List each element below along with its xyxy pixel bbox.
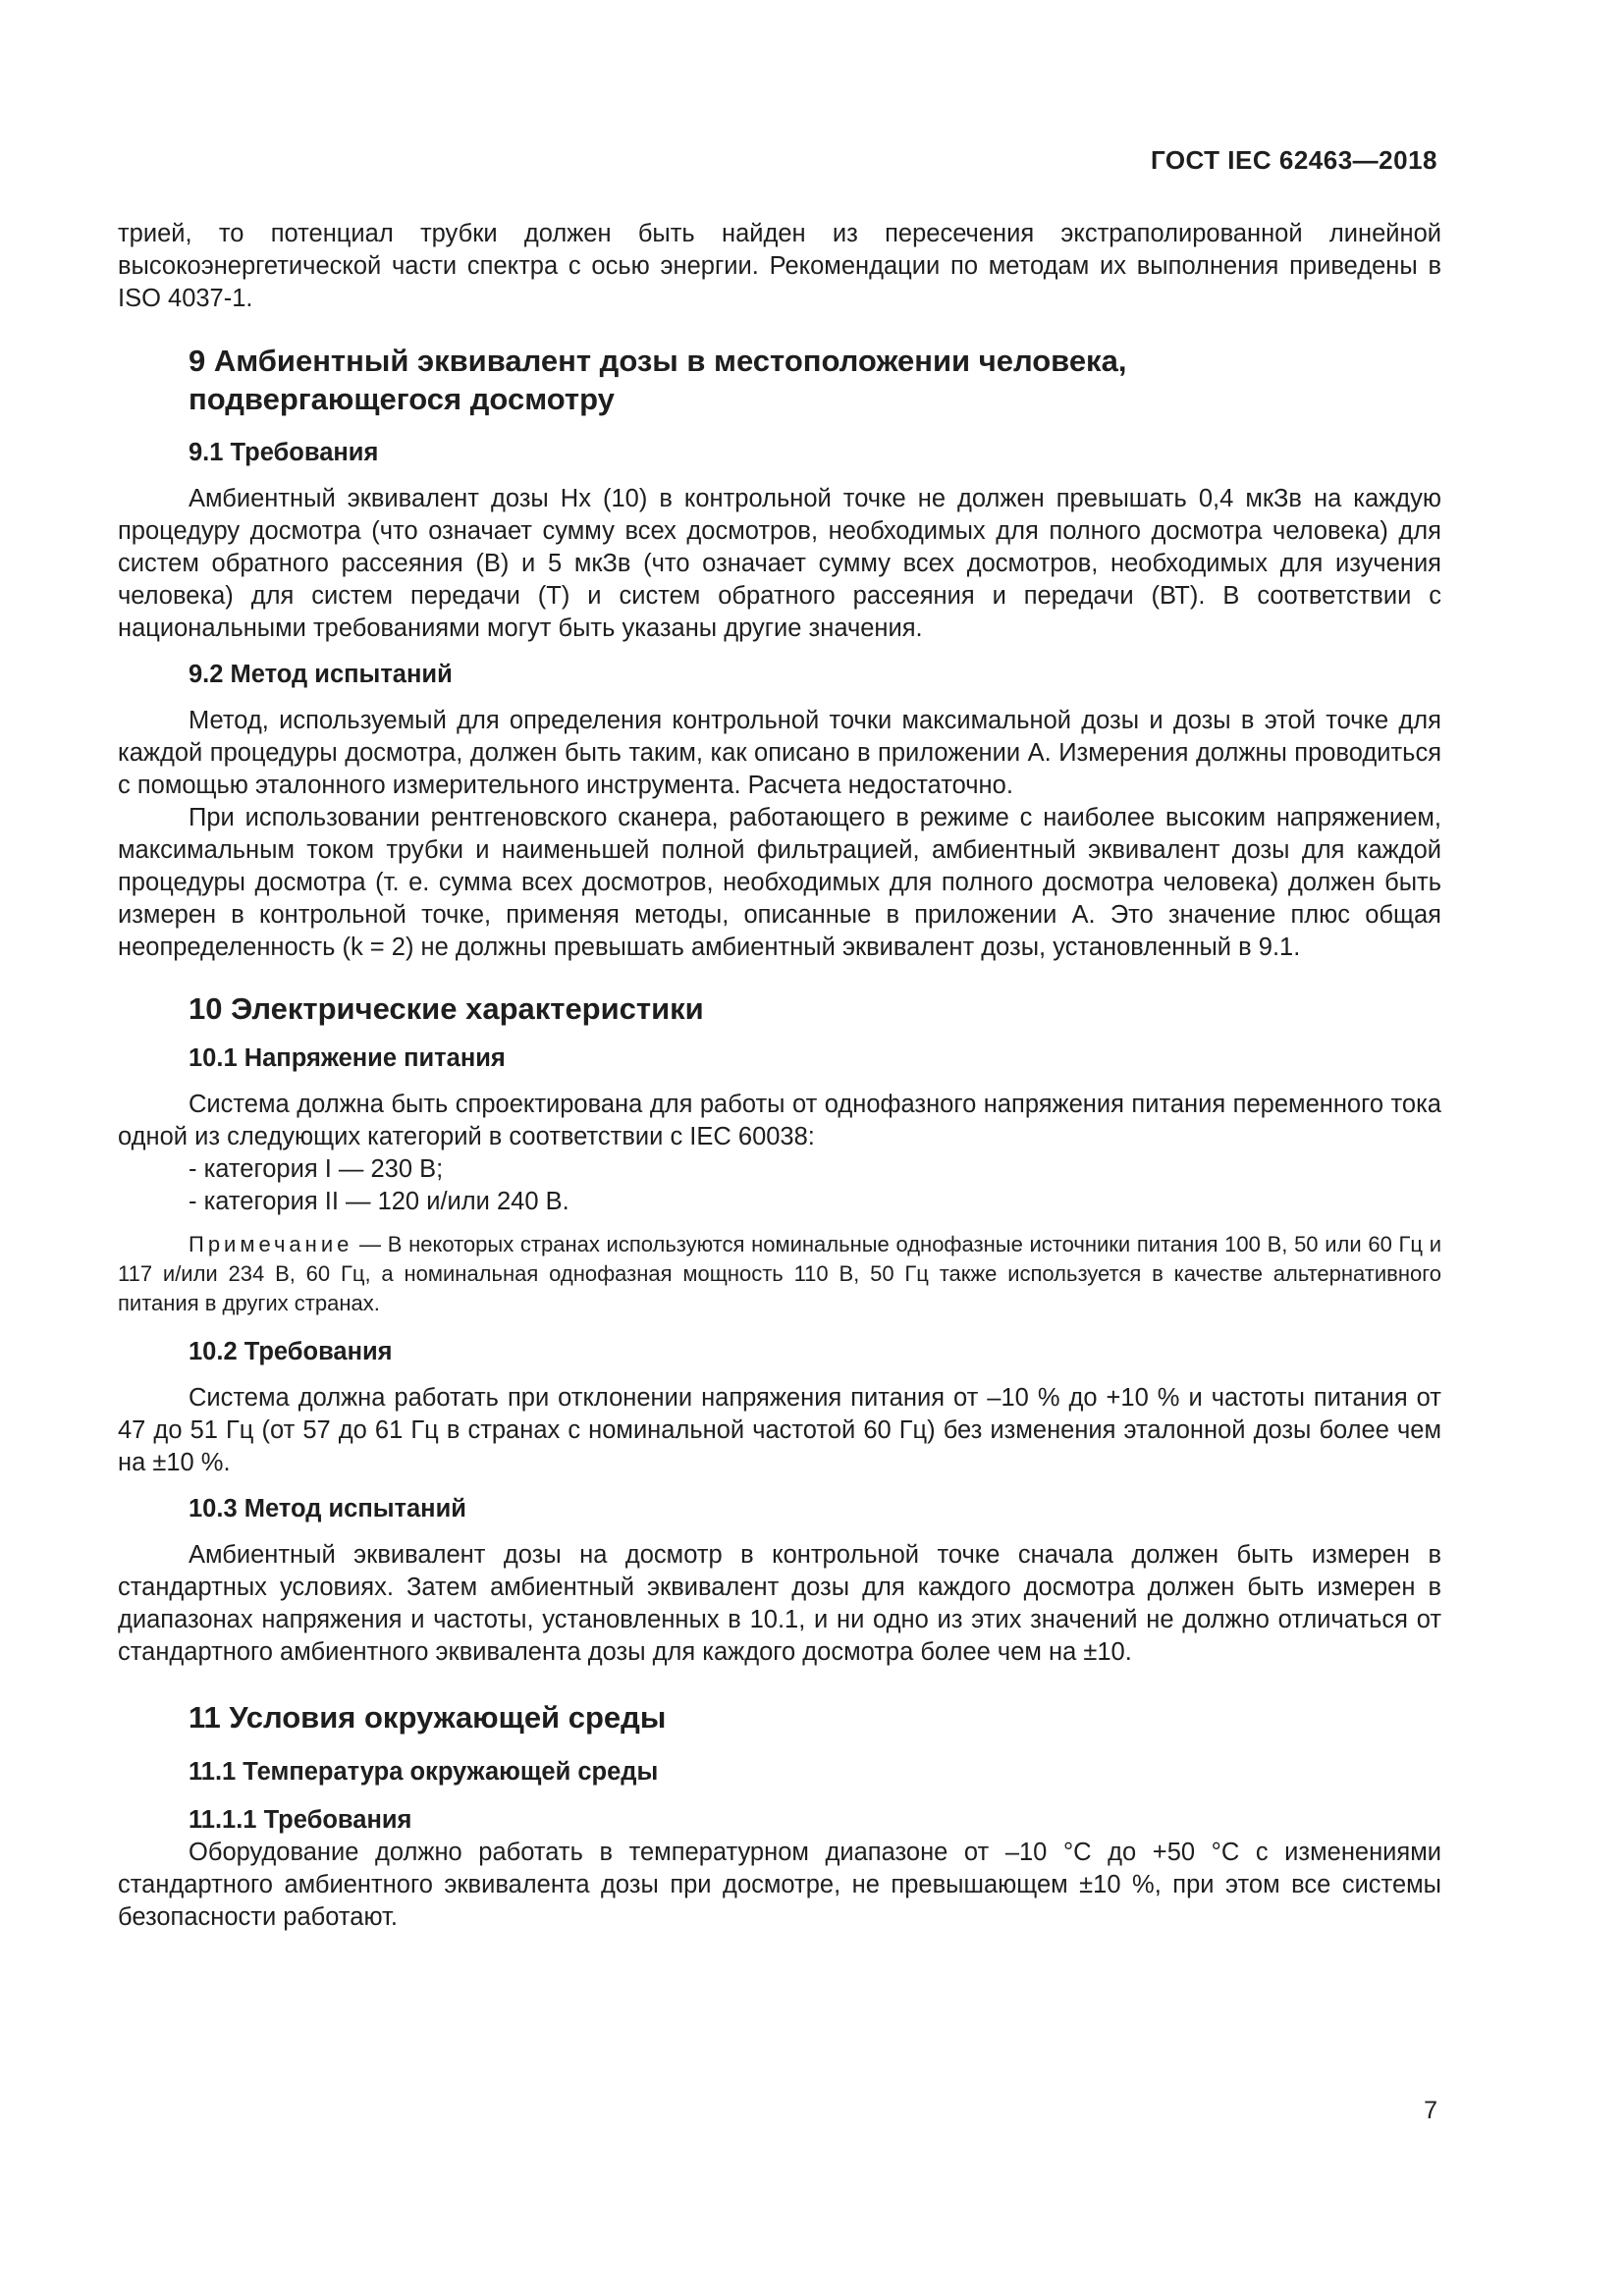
section-11-heading: 11 Условия окружающей среды (189, 1700, 667, 1735)
section-9-1-text: Амбиентный эквивалент дозы Hx (10) в контрольной точке не должен превышать 0,4 мкЗв на каждую процедуру досмотра (что означает сумму всех досмотров, необходимых для полного досмотра человека) для систем обратного рассеяния (В) и 5 мкЗв (что означает сумму всех досмотров, необходимых для изучения человека) для систем передачи (Т) и систем обратного рассеяния и передачи (ВТ). В соответствии с национальными требованиями могут быть указаны другие значения. (118, 485, 1441, 642)
note (118, 1230, 1441, 1318)
section-10-1-heading: 10.1 Напряжение питания (189, 1044, 506, 1072)
section-9-heading-line2: подвергающегося досмотру (189, 382, 615, 416)
list-item: - категория II — 120 и/или 240 В. (189, 1188, 569, 1215)
section-10-heading: 10 Электрические характеристики (189, 991, 704, 1026)
section-11-1-heading: 11.1 Температура окружающей среды (189, 1758, 659, 1786)
section-11-1-1-heading: 11.1.1 Требования (189, 1806, 412, 1834)
section-10-3-heading: 10.3 Метод испытаний (189, 1495, 466, 1522)
note-text: — В некоторых странах используются номинальные однофазные источники питания 100 В, 50 или 60 Гц и 117 и/или 234 В, 60 Гц, а номинальная однофазная мощность 110 В, 50 Гц также используется в качестве альтернативного питания в других странах. (118, 1232, 1441, 1315)
document-body (118, 218, 1441, 1934)
section-10-2-heading: 10.2 Требования (189, 1338, 393, 1365)
section-9-2-text-1: Метод, используемый для определения контрольной точки максимальной дозы и дозы в этой точке для каждой процедуры досмотра, должен быть таким, как описано в приложении А. Измерения должны проводиться с помощью эталонного измерительного инструмента. Расчета недостаточно. (118, 707, 1441, 799)
section-10-1-text: Система должна быть спроектирована для работы от однофазного напряжения питания переменного тока одной из следующих категорий в соответствии с IEC 60038: (118, 1091, 1441, 1150)
note-label: Примечание (189, 1232, 353, 1256)
document-header: ГОСТ IEC 62463—2018 (1150, 145, 1437, 175)
intro-paragraph: трией, то потенциал трубки должен быть найден из пересечения экстраполированной линейной высокоэнергетической части спектра с осью энергии. Рекомендации по методам их выполнения приведены в ISO 4037-1. (118, 220, 1441, 312)
section-9-2-text-2: При использовании рентгеновского сканера, работающего в режиме с наиболее высоким напряжением, максимальным током трубки и наименьшей полной фильтрацией, амбиентный эквивалент дозы для каждой процедуры досмотра (т. е. сумма всех досмотров, необходимых для полного досмотра человека) должен быть измерен в контрольной точке, применяя методы, описанные в приложении А. Это значение плюс общая неопределенность (k = 2) не должны превышать амбиентный эквивалент дозы, установленный в 9.1. (118, 804, 1441, 961)
section-9-heading-line1: 9 Амбиентный эквивалент дозы в местоположении человека, (189, 344, 1127, 378)
list-item: - категория I — 230 В; (189, 1155, 444, 1183)
section-9-2-heading: 9.2 Метод испытаний (189, 661, 453, 688)
section-9-heading (189, 342, 1441, 418)
section-10-2-text: Система должна работать при отклонении напряжения питания от –10 % до +10 % и частоты питания от 47 до 51 Гц (от 57 до 61 Гц в странах с номинальной частотой 60 Гц) без изменения эталонной дозы более чем на ±10 %. (118, 1384, 1441, 1476)
section-11-1-1-text: Оборудование должно работать в температурном диапазоне от –10 °С до +50 °С с изменениями стандартного амбиентного эквивалента дозы при досмотре, не превышающем ±10 %, при этом все системы безопасности работают. (118, 1839, 1441, 1931)
section-10-3-text: Амбиентный эквивалент дозы на досмотр в контрольной точке сначала должен быть измерен в стандартных условиях. Затем амбиентный эквивалент дозы для каждого досмотра должен быть измерен в диапазонах напряжения и частоты, установленных в 10.1, и ни одно из этих значений не должно отличаться от стандартного амбиентного эквивалента дозы для каждого досмотра более чем на ±10. (118, 1541, 1441, 1666)
section-9-1-heading: 9.1 Требования (189, 439, 379, 466)
page-number: 7 (1424, 2097, 1437, 2124)
voltage-category-list (189, 1153, 1441, 1218)
